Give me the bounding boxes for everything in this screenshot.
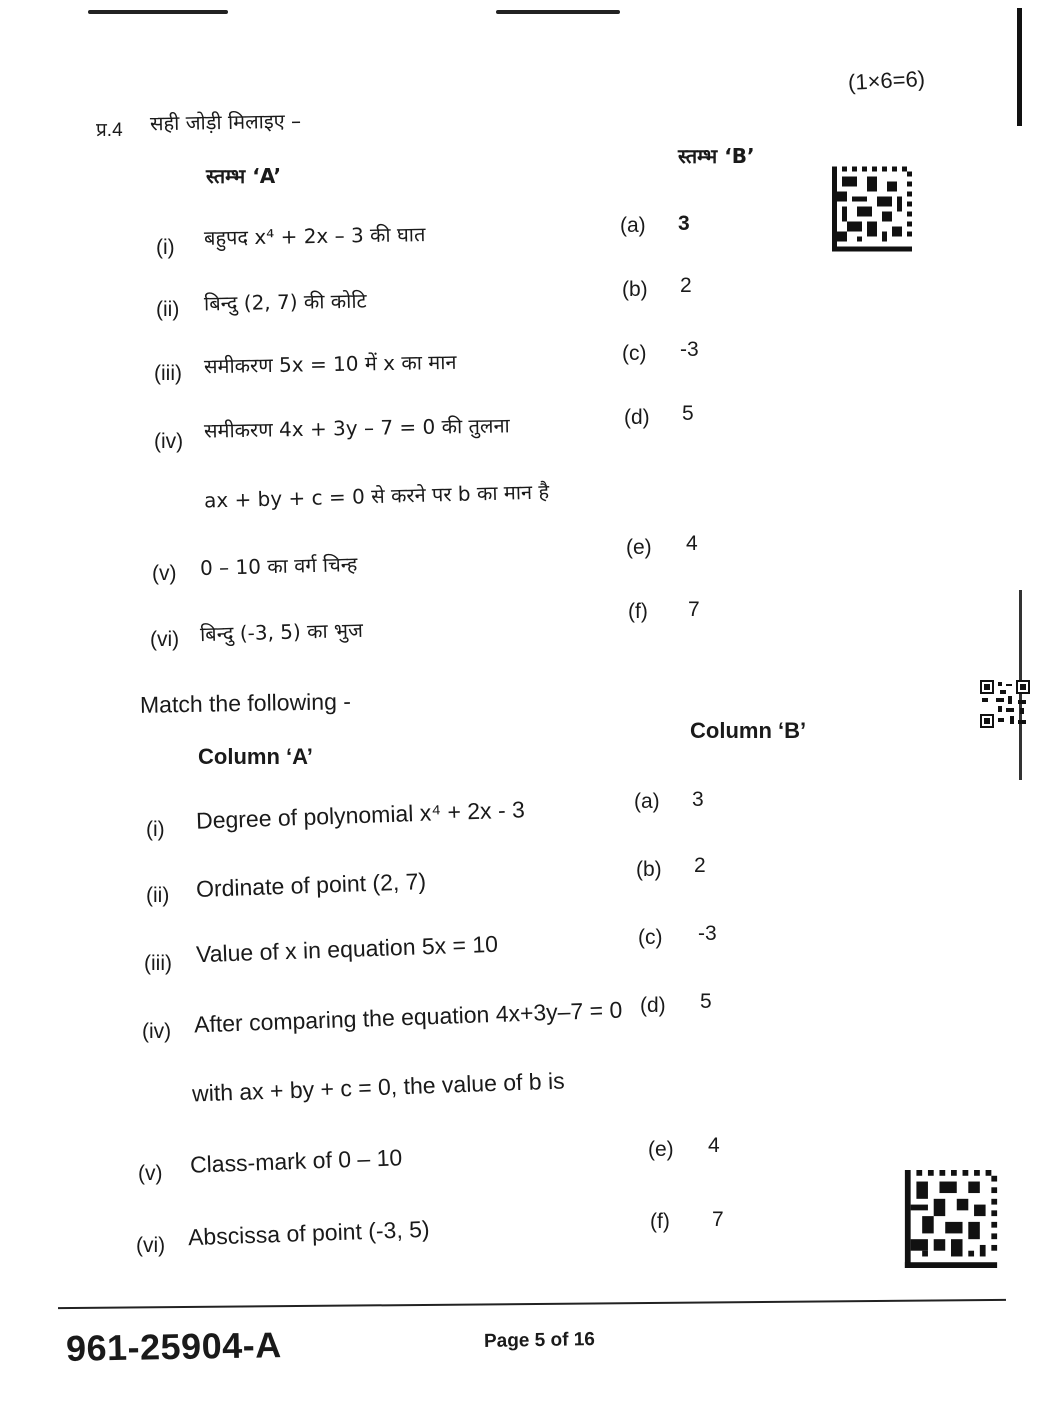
datamatrix-code-top: [832, 166, 912, 252]
item-text: Value of x in equation 5x = 10: [195, 930, 499, 968]
option-value: 7: [688, 598, 700, 621]
column-b-heading-hindi: स्तम्भ ‘B’: [678, 144, 755, 168]
option-label: (b): [636, 858, 662, 881]
qr-code-side: [980, 680, 1030, 728]
paper-code: 961-25904-A: [65, 1324, 282, 1369]
item-text: समीकरण 4x + 3y – 7 = 0 की तुलना: [203, 413, 510, 443]
option-label: (e): [648, 1138, 674, 1161]
item-number: (ii): [146, 884, 170, 907]
item-text: Class-mark of 0 – 10: [189, 1144, 403, 1178]
top-rule-right: [496, 10, 620, 14]
item-number: (vi): [136, 1234, 166, 1257]
option-value: 7: [712, 1208, 724, 1231]
instruction-english: Match the following -: [139, 688, 352, 718]
option-value: 4: [686, 532, 698, 555]
item-text-continued: ax + by + c = 0 से करने पर b का मान है: [203, 479, 550, 513]
item-number: (iv): [154, 430, 184, 453]
datamatrix-code-bottom: [904, 1170, 998, 1268]
option-value: 5: [682, 402, 694, 425]
item-number: (i): [156, 236, 175, 259]
item-text: 0 – 10 का वर्ग चिन्ह: [199, 551, 358, 581]
item-text: Ordinate of point (2, 7): [195, 867, 427, 903]
option-label: (c): [638, 926, 663, 949]
column-b-heading-english: Column ‘B’: [690, 718, 807, 743]
column-a-heading-english: Column ‘A’: [198, 744, 313, 769]
item-text: After comparing the equation 4x+3y–7 = 0: [193, 996, 623, 1038]
item-number: (iv): [142, 1020, 172, 1043]
instruction-hindi: सही जोड़ी मिलाइए –: [149, 108, 302, 136]
option-value: -3: [698, 922, 717, 945]
item-number: (iii): [144, 952, 172, 975]
option-label: (d): [624, 406, 650, 429]
option-label: (f): [650, 1210, 670, 1233]
item-text: बिन्दु (-3, 5) का भुज: [199, 617, 364, 647]
option-value: 5: [700, 990, 712, 1013]
top-rule-left: [88, 10, 228, 14]
option-value: 2: [694, 854, 706, 877]
item-number: (vi): [150, 628, 180, 651]
item-text: बिन्दु (2, 7) की कोटि: [203, 288, 367, 316]
option-label: (f): [628, 600, 648, 623]
option-label: (e): [626, 536, 652, 559]
item-text: बहुपद x⁴ + 2x – 3 की घात: [203, 222, 426, 250]
item-number: (iii): [154, 362, 182, 385]
option-value: 2: [680, 274, 692, 297]
item-text: Abscissa of point (-3, 5): [187, 1215, 430, 1251]
option-label: (a): [634, 790, 660, 813]
column-a-heading-hindi: स्तम्भ ‘A’: [206, 164, 282, 188]
option-value: 4: [708, 1134, 720, 1157]
footer-rule: [58, 1299, 1006, 1309]
option-label: (a): [620, 214, 646, 237]
option-value: 3: [692, 788, 704, 811]
item-number: (v): [138, 1162, 163, 1185]
option-label: (c): [622, 342, 647, 365]
item-number: (ii): [156, 298, 180, 321]
marks-allocation: (1×6=6): [847, 66, 926, 96]
question-number: प्र.4: [96, 120, 123, 141]
option-value: -3: [680, 338, 699, 361]
item-number: (v): [152, 562, 177, 585]
item-text: समीकरण 5x = 10 में x का मान: [203, 349, 457, 379]
page-number: Page 5 of 16: [483, 1329, 596, 1352]
option-value: 3: [678, 212, 690, 235]
option-label: (b): [622, 278, 648, 301]
scan-edge-mark: [1017, 8, 1022, 126]
item-text-continued: with ax + by + c = 0, the value of b is: [191, 1067, 566, 1107]
item-number: (i): [146, 818, 165, 841]
option-label: (d): [640, 994, 666, 1017]
item-text: Degree of polynomial x⁴ + 2x - 3: [195, 796, 526, 834]
